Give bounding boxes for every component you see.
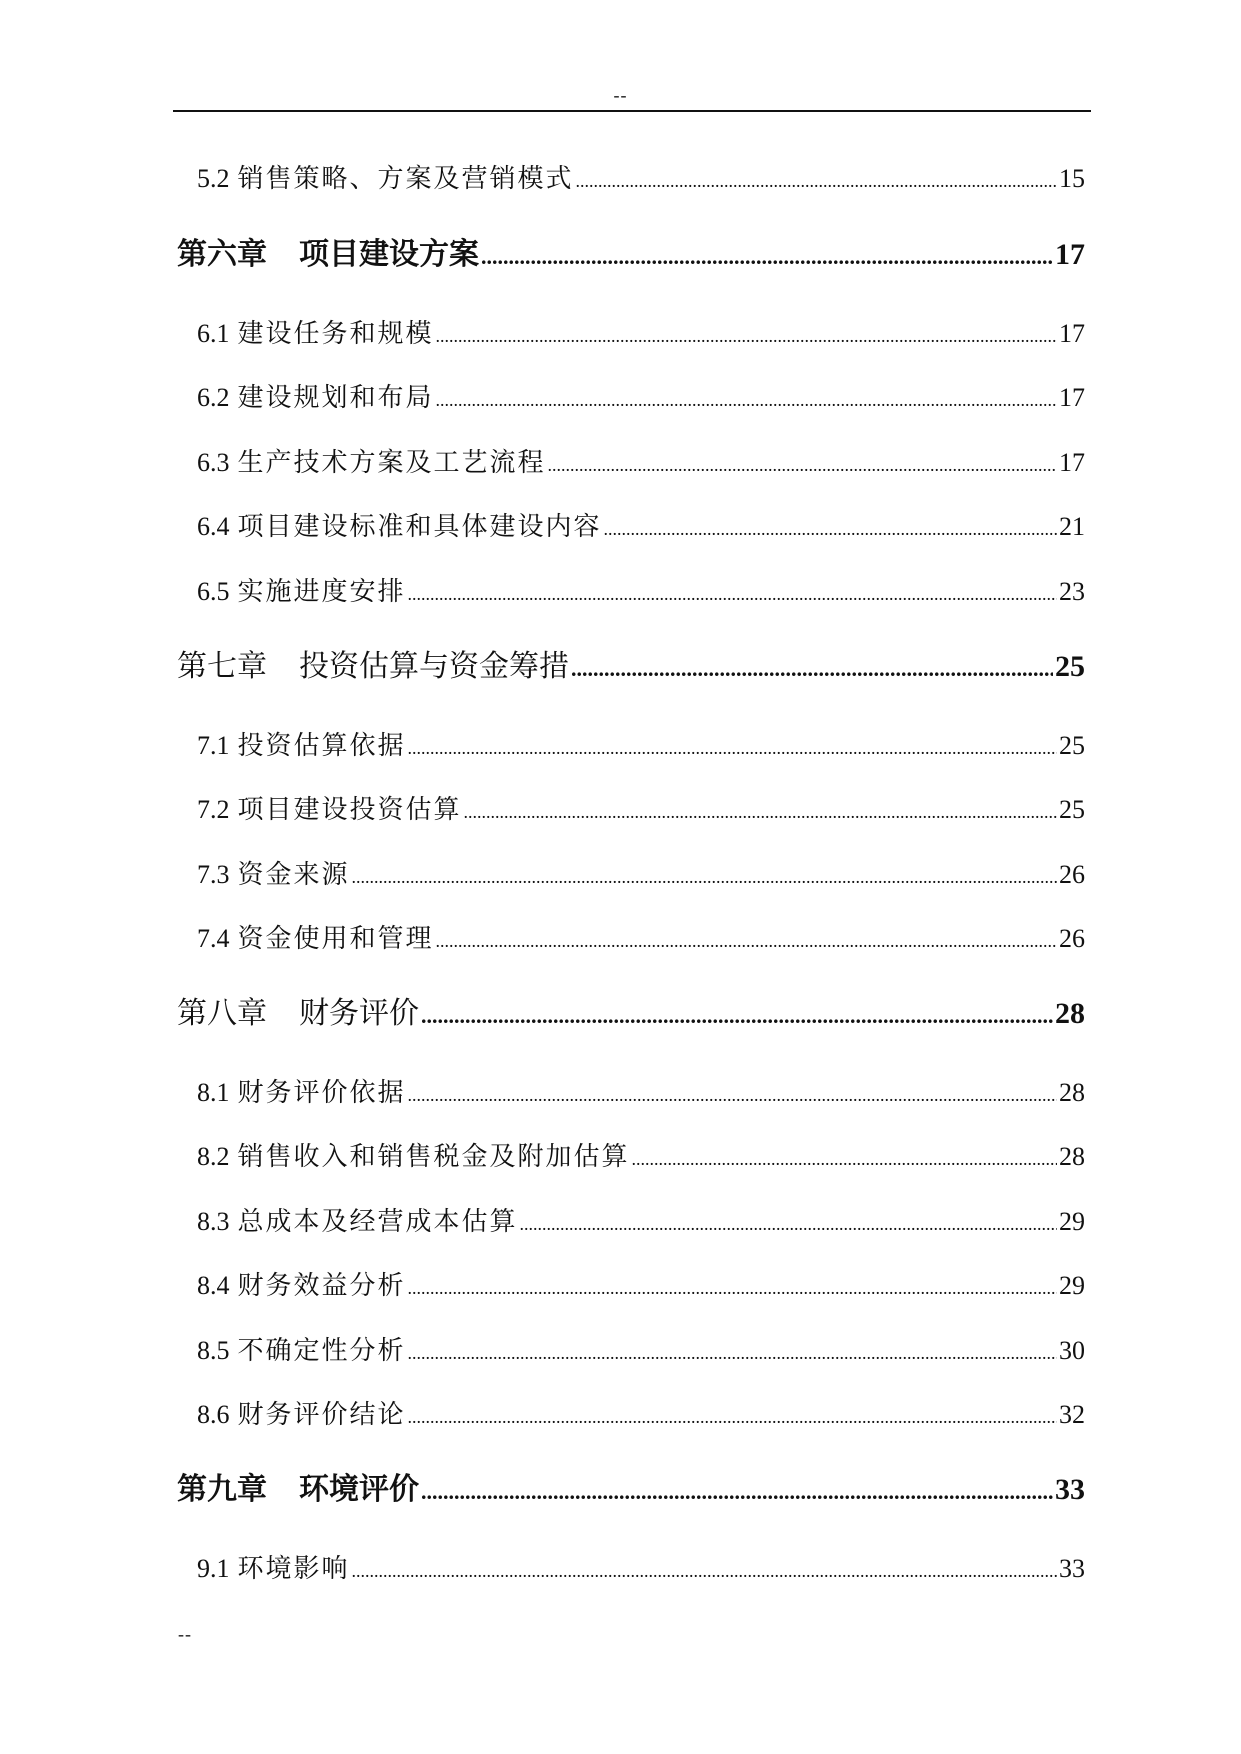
toc-entry-title: 环境影响 <box>237 1554 350 1584</box>
toc-entry-number: 7.1 <box>197 731 230 760</box>
toc-chapter-number: 第六章 <box>177 237 267 272</box>
toc-chapter-title: 环境评价 <box>299 1472 419 1507</box>
toc-entry-title: 资金来源 <box>237 860 350 890</box>
toc-entry-title: 财务评价结论 <box>237 1400 406 1430</box>
toc-dot-leader <box>408 731 1057 765</box>
toc-entry-title: 销售策略、方案及营销模式 <box>237 164 574 194</box>
toc-entry-number: 6.4 <box>197 512 230 541</box>
toc-entry-6-3 <box>197 446 1085 482</box>
toc-dot-leader <box>408 1078 1057 1112</box>
toc-chapter-title: 投资估算与资金筹措 <box>299 649 569 684</box>
toc-chapter-page: 17 <box>1055 238 1085 271</box>
page-header-mark: -- <box>613 85 628 105</box>
toc-dot-leader <box>464 795 1057 829</box>
toc-entry-title: 项目建设标准和具体建设内容 <box>237 512 602 542</box>
toc-entry-7-4 <box>197 922 1085 958</box>
toc-entry-number: 6.2 <box>197 383 230 412</box>
toc-entry-7-3 <box>197 858 1085 894</box>
toc-entry-6-2 <box>197 381 1085 417</box>
toc-entry-page: 17 <box>1059 448 1085 477</box>
toc-chapter-7 <box>177 648 1085 688</box>
toc-entry-6-5 <box>197 575 1085 611</box>
toc-dot-leader <box>352 860 1057 894</box>
toc-dot-leader <box>436 924 1057 958</box>
toc-dot-leader <box>571 650 1053 688</box>
toc-entry-page: 26 <box>1059 924 1085 953</box>
toc-dot-leader <box>408 1271 1057 1305</box>
toc-entry-number: 6.1 <box>197 319 230 348</box>
toc-chapter-9 <box>177 1471 1085 1511</box>
toc-entry-page: 15 <box>1059 164 1085 193</box>
toc-entry-number: 8.2 <box>197 1142 230 1171</box>
toc-entry-8-3 <box>197 1205 1085 1241</box>
page-footer-mark: -- <box>178 1624 192 1644</box>
toc-chapter-6 <box>177 236 1085 276</box>
toc-entry-8-6 <box>197 1398 1085 1434</box>
toc-entry-7-1 <box>197 729 1085 765</box>
toc-entry-8-4 <box>197 1269 1085 1305</box>
toc-chapter-number: 第八章 <box>177 996 267 1031</box>
toc-chapter-number: 第九章 <box>177 1472 267 1507</box>
toc-dot-leader <box>408 1336 1057 1370</box>
toc-entry-8-2 <box>197 1140 1085 1176</box>
toc-entry-title: 投资估算依据 <box>237 731 406 761</box>
toc-entry-page: 33 <box>1059 1554 1085 1583</box>
toc-entry-7-2 <box>197 793 1085 829</box>
toc-entry-8-1 <box>197 1076 1085 1112</box>
toc-entry-title: 财务评价依据 <box>237 1078 406 1108</box>
toc-entry-number: 7.2 <box>197 795 230 824</box>
toc-entry-title: 财务效益分析 <box>237 1271 406 1301</box>
toc-chapter-page: 33 <box>1055 1473 1085 1506</box>
toc-entry-page: 28 <box>1059 1142 1085 1171</box>
toc-chapter-title: 项目建设方案 <box>299 237 479 272</box>
toc-dot-leader <box>548 448 1057 482</box>
toc-dot-leader <box>352 1554 1057 1588</box>
toc-entry-page: 21 <box>1059 512 1085 541</box>
toc-entry-page: 32 <box>1059 1400 1085 1429</box>
toc-entry-number: 7.3 <box>197 860 230 889</box>
toc-entry-number: 8.3 <box>197 1207 230 1236</box>
toc-entry-page: 26 <box>1059 860 1085 889</box>
toc-entry-title: 建设任务和规模 <box>237 319 434 349</box>
toc-entry-number: 8.6 <box>197 1400 230 1429</box>
toc-entry-page: 17 <box>1059 319 1085 348</box>
toc-chapter-page: 25 <box>1055 650 1085 683</box>
toc-chapter-page: 28 <box>1055 997 1085 1030</box>
toc-entry-9-1 <box>197 1552 1085 1588</box>
toc-entry-title: 销售收入和销售税金及附加估算 <box>237 1142 630 1172</box>
toc-entry-page: 28 <box>1059 1078 1085 1107</box>
toc-entry-number: 7.4 <box>197 924 230 953</box>
toc-entry-number: 6.5 <box>197 577 230 606</box>
toc-chapter-number: 第七章 <box>177 649 267 684</box>
toc-entry-title: 总成本及经营成本估算 <box>237 1207 518 1237</box>
toc-chapter-title: 财务评价 <box>299 996 419 1031</box>
toc-entry-title: 不确定性分析 <box>237 1336 406 1366</box>
toc-dot-leader <box>604 512 1057 546</box>
toc-dot-leader <box>632 1142 1057 1176</box>
toc-dot-leader <box>408 577 1057 611</box>
toc-entry-number: 8.1 <box>197 1078 230 1107</box>
toc-dot-leader <box>436 319 1057 353</box>
toc-entry-5-2 <box>197 162 1085 198</box>
toc-entry-number: 8.5 <box>197 1336 230 1365</box>
toc-dot-leader <box>436 383 1057 417</box>
toc-chapter-8 <box>177 995 1085 1035</box>
toc-entry-page: 25 <box>1059 731 1085 760</box>
toc-entry-number: 9.1 <box>197 1554 230 1583</box>
toc-entry-page: 17 <box>1059 383 1085 412</box>
toc-entry-title: 资金使用和管理 <box>237 924 434 954</box>
toc-dot-leader <box>481 238 1053 276</box>
toc-dot-leader <box>576 164 1057 198</box>
toc-entry-title: 建设规划和布局 <box>237 383 434 413</box>
toc-entry-page: 29 <box>1059 1271 1085 1300</box>
toc-entry-8-5 <box>197 1334 1085 1370</box>
toc-entry-page: 23 <box>1059 577 1085 606</box>
toc-entry-page: 30 <box>1059 1336 1085 1365</box>
toc-entry-title: 实施进度安排 <box>237 577 406 607</box>
toc-entry-number: 6.3 <box>197 448 230 477</box>
toc-entry-title: 项目建设投资估算 <box>237 795 462 825</box>
toc-dot-leader <box>421 1473 1053 1511</box>
toc-entry-number: 8.4 <box>197 1271 230 1300</box>
toc-dot-leader <box>421 997 1053 1035</box>
toc-entry-title: 生产技术方案及工艺流程 <box>237 448 546 478</box>
toc-dot-leader <box>408 1400 1057 1434</box>
toc-entry-page: 25 <box>1059 795 1085 824</box>
toc-entry-page: 29 <box>1059 1207 1085 1236</box>
toc-entry-6-1 <box>197 317 1085 353</box>
toc-entry-6-4 <box>197 510 1085 546</box>
toc-dot-leader <box>520 1207 1057 1241</box>
toc-entry-number: 5.2 <box>197 164 230 193</box>
